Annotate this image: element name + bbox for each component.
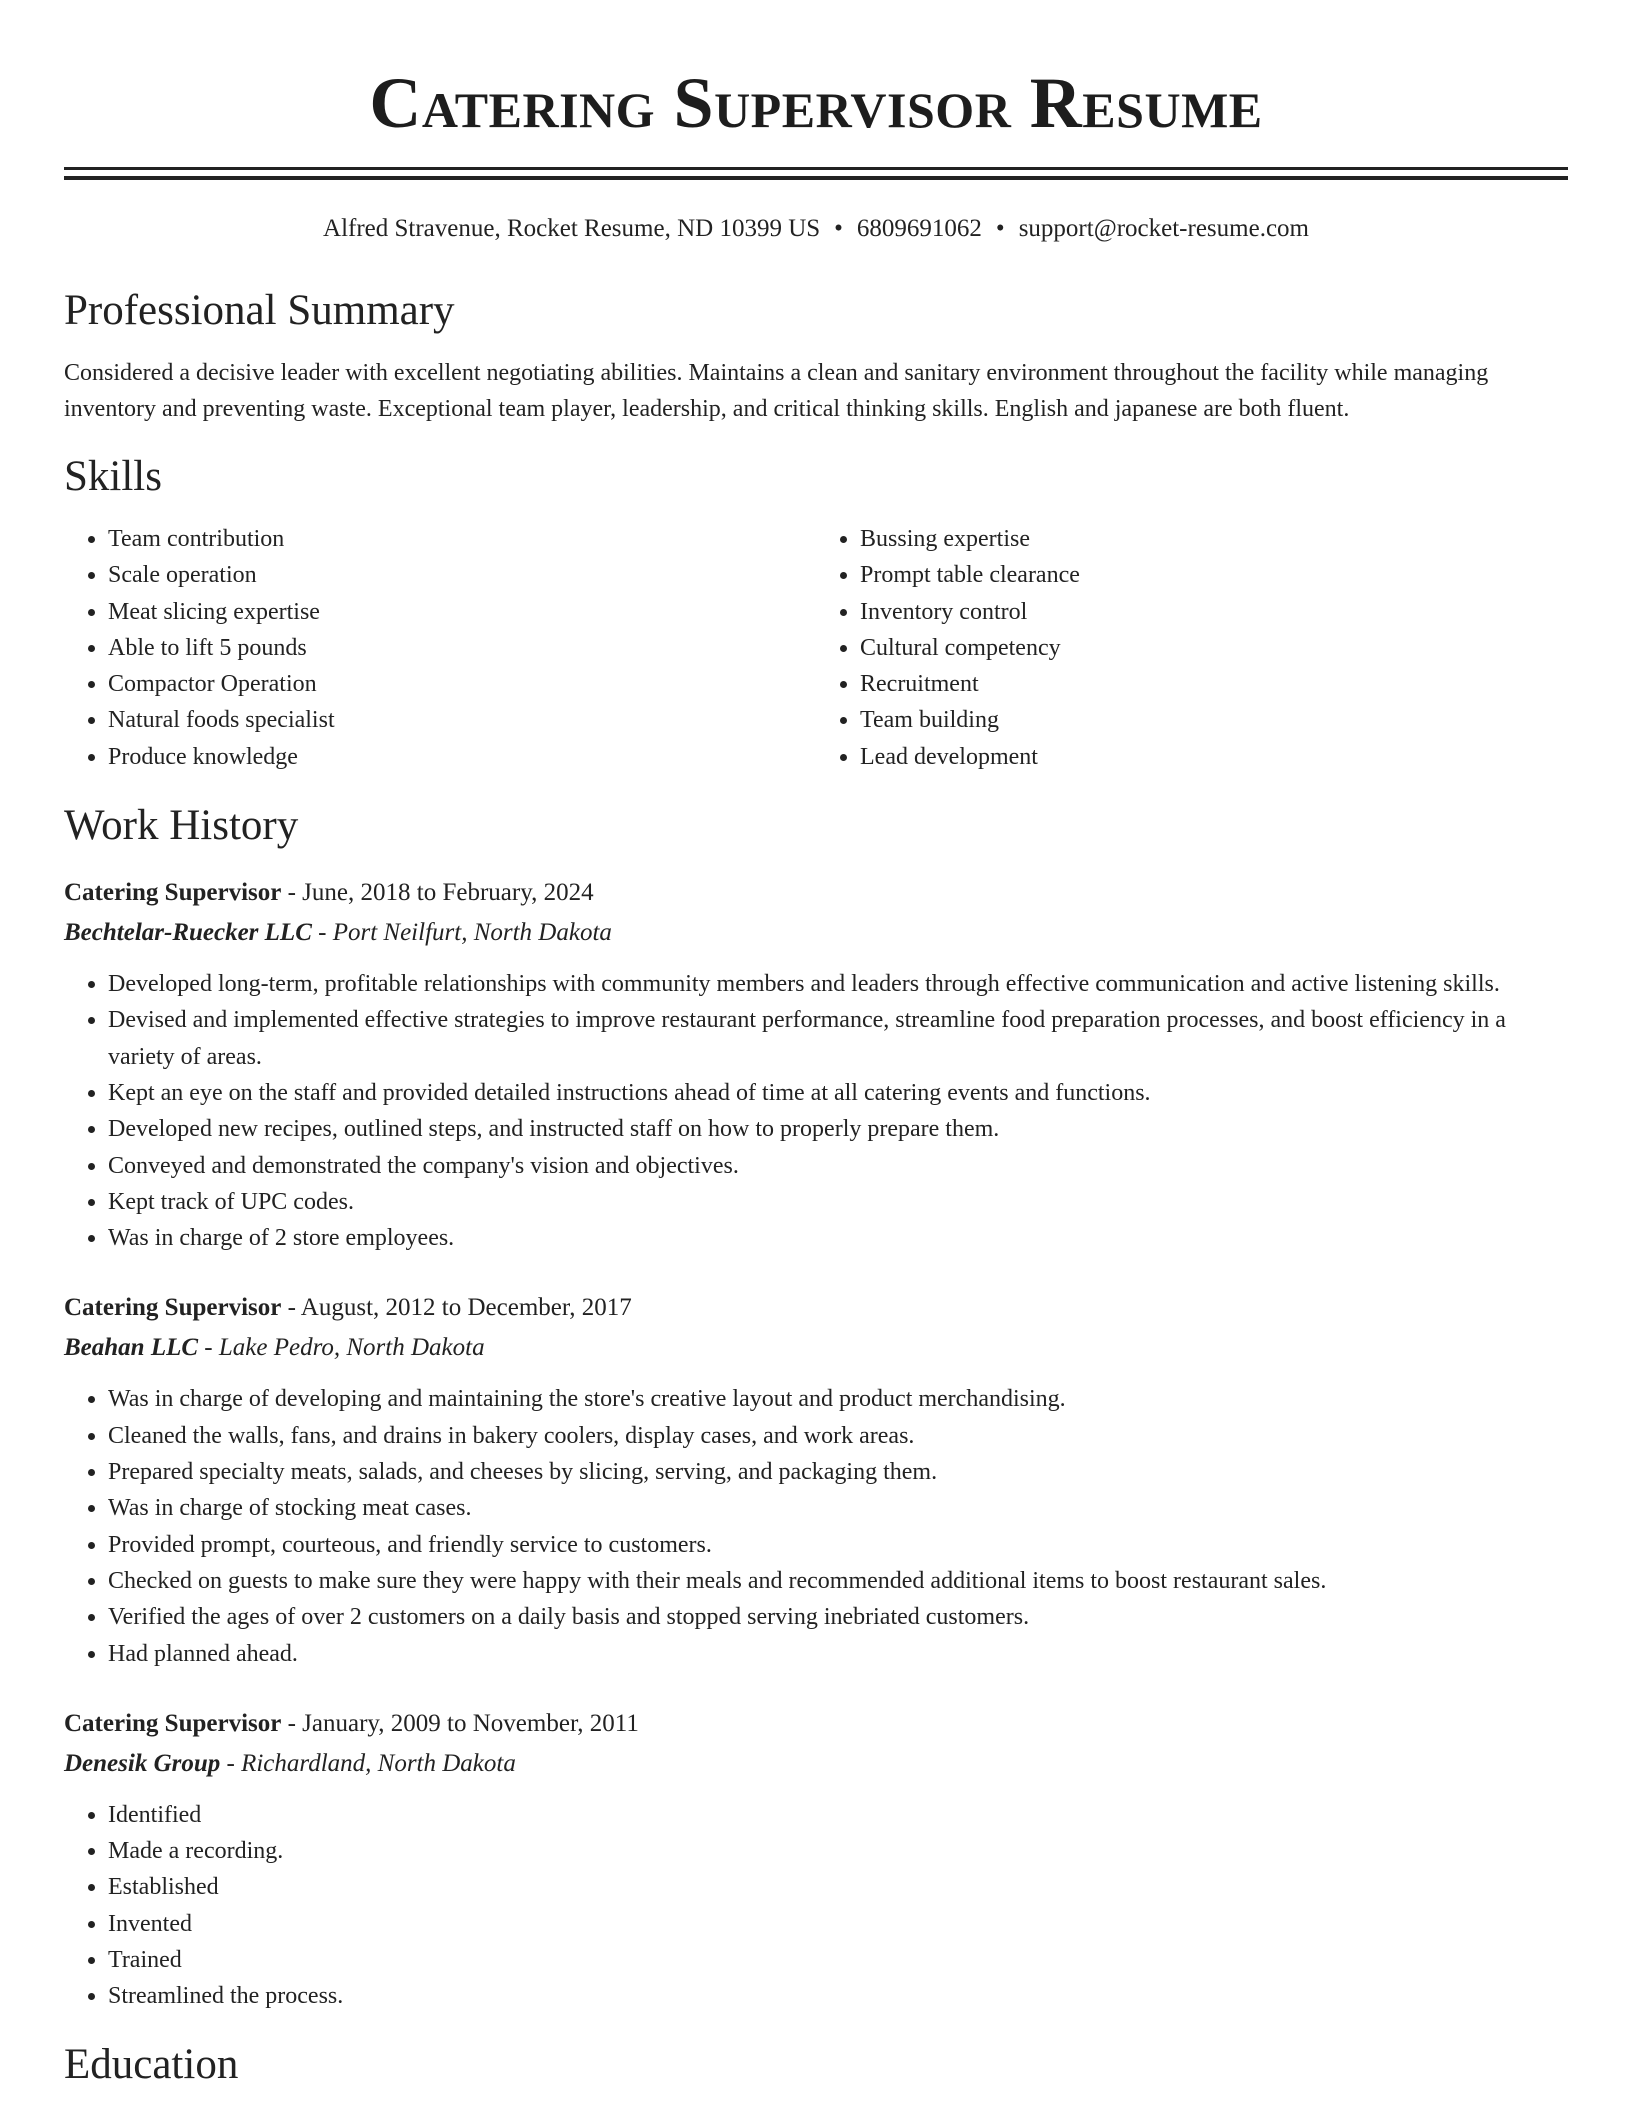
job-location: - Port Neilfurt, North Dakota (311, 919, 612, 947)
job-dates: - August, 2012 to December, 2017 (281, 1294, 632, 1322)
skills-list-right (816, 521, 1568, 775)
skill-item: • Inventory control (860, 594, 1568, 630)
skill-item: • Natural foods specialist (108, 702, 816, 738)
job-entry (64, 873, 1568, 1256)
job-duty: • Checked on guests to make sure they were happy with their meals and recommended additional items to boost restaurant sales. (108, 1563, 1568, 1599)
skill-item: • Lead development (860, 739, 1568, 775)
job-duties (64, 1381, 1568, 1671)
skill-item: • Team building (860, 702, 1568, 738)
job-location: - Richardland, North Dakota (220, 1749, 516, 1777)
job-duty: • Provided prompt, courteous, and friendly service to customers. (108, 1527, 1568, 1563)
skill-item: • Meat slicing expertise (108, 594, 816, 630)
job-title: Catering Supervisor (64, 1709, 282, 1737)
job-company-line (64, 1328, 1568, 1368)
job-duties (64, 1797, 1568, 2015)
job-company-line (64, 913, 1568, 953)
job-dates: - June, 2018 to February, 2024 (281, 879, 594, 907)
job-duty: • Was in charge of stocking meat cases. (108, 1490, 1568, 1526)
job-duty: • Cleaned the walls, fans, and drains in bakery coolers, display cases, and work areas. (108, 1418, 1568, 1454)
job-duty: • Was in charge of 2 store employees. (108, 1220, 1568, 1256)
contact-email: support@rocket-resume.com (1018, 215, 1309, 242)
summary-heading: Professional Summary (64, 287, 455, 334)
skill-item: • Able to lift 5 pounds (108, 630, 816, 666)
job-duty: • Streamlined the process. (108, 1978, 1568, 2014)
work-history-heading: Work History (64, 802, 299, 850)
job-duty: • Prepared specialty meats, salads, and cheeses by slicing, serving, and packaging them. (108, 1454, 1568, 1490)
job-company: Beahan LLC (64, 1334, 199, 1362)
contact-line (64, 213, 1568, 245)
skills-heading: Skills (64, 453, 162, 500)
job-title-line (64, 873, 1568, 913)
skills-section (64, 451, 1568, 775)
skill-item: • Cultural competency (860, 630, 1568, 666)
job-company-line (64, 1744, 1568, 1784)
summary-text: Considered a decisive leader with excellent negotiating abilities. Maintains a clean and sanitary environment throughout the facility while managing inventory and preventing waste. Exceptional team player, leadership, and critical thinking skills. English and japanese are both fluent. (64, 360, 1489, 422)
job-duty: • Kept track of UPC codes. (108, 1184, 1568, 1220)
skills-list-left (64, 521, 816, 775)
job-title-line (64, 1704, 1568, 1744)
job-entry (64, 1288, 1568, 1671)
education-section (64, 2039, 1568, 2091)
title-divider-thin (64, 167, 1568, 170)
job-company: Denesik Group (64, 1749, 221, 1777)
skill-item: • Prompt table clearance (860, 557, 1568, 593)
job-dates: - January, 2009 to November, 2011 (281, 1709, 639, 1737)
summary-section (64, 285, 1568, 427)
skill-item: • Compactor Operation (108, 666, 816, 702)
job-duty: • Had planned ahead. (108, 1636, 1568, 1672)
job-duty: • Developed long-term, profitable relationships with community members and leaders through effective communication and active listening skills. (108, 966, 1568, 1002)
job-duties (64, 966, 1568, 1256)
contact-separator: • (834, 215, 843, 242)
skill-item: • Scale operation (108, 557, 816, 593)
job-duty: • Established (108, 1869, 1568, 1905)
job-duty: • Identified (108, 1797, 1568, 1833)
skill-item: • Produce knowledge (108, 739, 816, 775)
skill-item: • Team contribution (108, 521, 816, 557)
job-duty: • Invented (108, 1906, 1568, 1942)
skill-item: • Recruitment (860, 666, 1568, 702)
contact-phone: 6809691062 (856, 215, 982, 242)
job-duty: • Developed new recipes, outlined steps, and instructed staff on how to properly prepare them. (108, 1111, 1568, 1147)
job-duty: • Kept an eye on the staff and provided detailed instructions ahead of time at all catering events and functions. (108, 1075, 1568, 1111)
job-company: Bechtelar-Ruecker LLC (64, 919, 312, 947)
job-duty: • Made a recording. (108, 1833, 1568, 1869)
job-duty: • Devised and implemented effective strategies to improve restaurant performance, streamline food preparation processes, and boost efficiency in a variety of areas. (108, 1002, 1568, 1075)
contact-address: Alfred Stravenue, Rocket Resume, ND 10399 US (323, 215, 821, 242)
job-duty: • Trained (108, 1942, 1568, 1978)
job-title: Catering Supervisor (64, 879, 282, 907)
contact-separator: • (995, 215, 1005, 242)
title-divider-thick (64, 176, 1568, 180)
job-location: - Lake Pedro, North Dakota (198, 1334, 485, 1362)
page-title: Catering Supervisor Resume (369, 63, 1263, 143)
job-title: Catering Supervisor (64, 1294, 282, 1322)
job-entry (64, 1704, 1568, 2015)
job-duty: • Was in charge of developing and maintaining the store's creative layout and product merchandising. (108, 1381, 1568, 1417)
work-history-section (64, 800, 1568, 2015)
skills-columns (64, 521, 1568, 775)
job-title-line (64, 1288, 1568, 1328)
skill-item: • Bussing expertise (860, 521, 1568, 557)
education-heading: Education (64, 2040, 239, 2088)
job-duty: • Verified the ages of over 2 customers on a daily basis and stopped serving inebriated customers. (108, 1599, 1568, 1635)
job-duty: • Conveyed and demonstrated the company's vision and objectives. (108, 1148, 1568, 1184)
